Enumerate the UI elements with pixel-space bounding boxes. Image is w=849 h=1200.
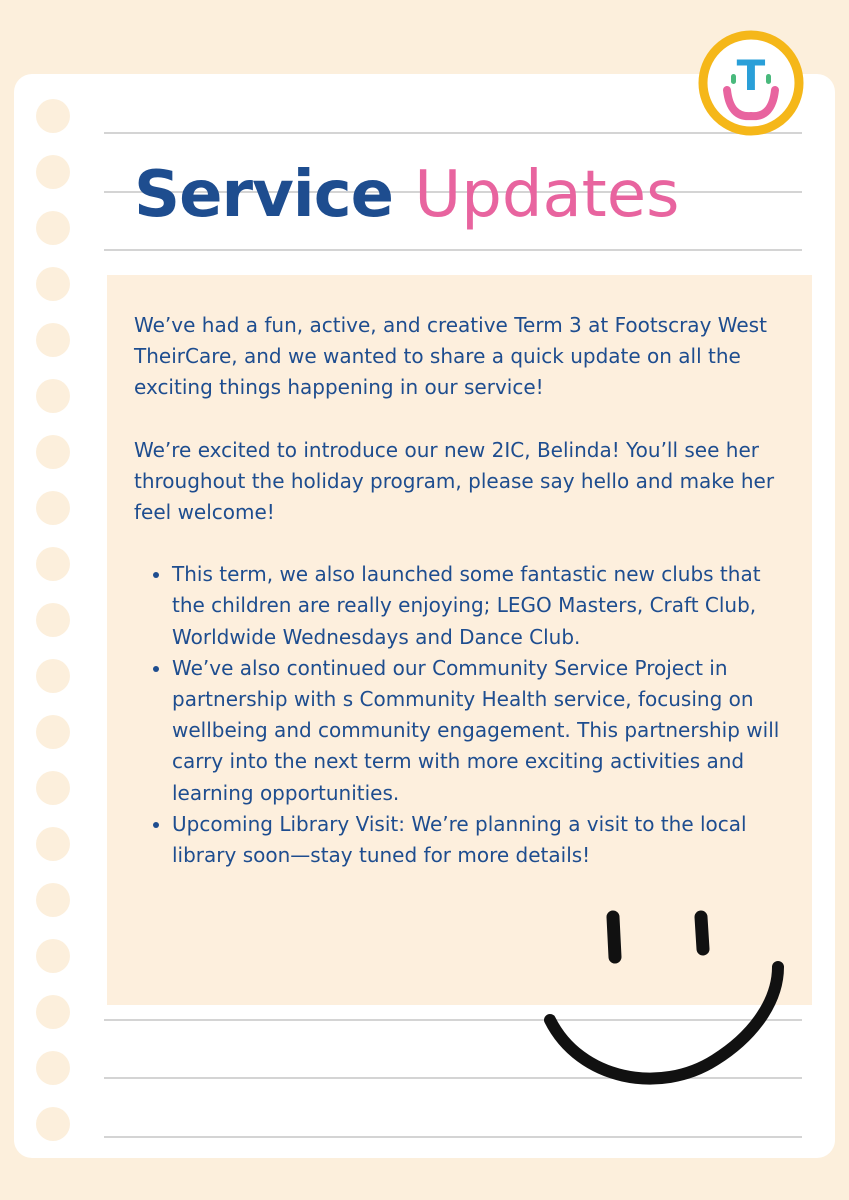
theircare-smile-logo-icon	[696, 28, 806, 138]
smiley-face-icon	[540, 905, 790, 1085]
binder-hole	[36, 1051, 70, 1085]
binder-hole	[36, 547, 70, 581]
intro-paragraph: We’ve had a fun, active, and creative Term 3 at Footscray West TheirCare, and we wanted to share a quick update on all the exciting things happening in our service!	[134, 313, 767, 400]
binder-hole	[36, 659, 70, 693]
svg-text:T: T	[736, 51, 766, 100]
binder-hole	[36, 379, 70, 413]
binder-hole	[36, 323, 70, 357]
list-item: • This term, we also launched some fantastic new clubs that the children are really enjoying; LEGO Masters, Craft Club, Worldwide Wednesdays and Dance Club.	[172, 559, 794, 653]
binder-hole	[36, 1107, 70, 1141]
binder-hole	[36, 435, 70, 469]
ruled-line	[104, 249, 802, 251]
binder-hole	[36, 715, 70, 749]
binder-hole	[36, 603, 70, 637]
update-list	[134, 559, 794, 871]
binder-hole	[36, 995, 70, 1029]
binder-hole	[36, 771, 70, 805]
intro-paragraph: We’re excited to introduce our new 2IC, Belinda! You’ll see her throughout the holiday program, please say hello and make her feel welcome!	[134, 437, 775, 525]
binder-hole	[36, 155, 70, 189]
page-title	[134, 150, 679, 240]
title-accent: Updates	[414, 158, 680, 232]
list-item: • We’ve also continued our Community Service Project in partnership with s Community Health service, focusing on wellbeing and community engagement. This partnership will carry into the next term with more exciting activities and learning opportunities.	[172, 653, 794, 809]
binder-hole	[36, 99, 70, 133]
list-item: • Upcoming Library Visit: We’re planning a visit to the local library soon—stay tuned for more details!	[172, 809, 794, 871]
binder-hole	[36, 211, 70, 245]
ruled-line	[104, 1136, 802, 1138]
binder-hole	[36, 883, 70, 917]
binder-hole	[36, 491, 70, 525]
binder-hole	[36, 939, 70, 973]
title-primary: Service	[134, 158, 394, 232]
binder-hole	[36, 267, 70, 301]
body-text	[134, 310, 794, 871]
binder-hole	[36, 827, 70, 861]
